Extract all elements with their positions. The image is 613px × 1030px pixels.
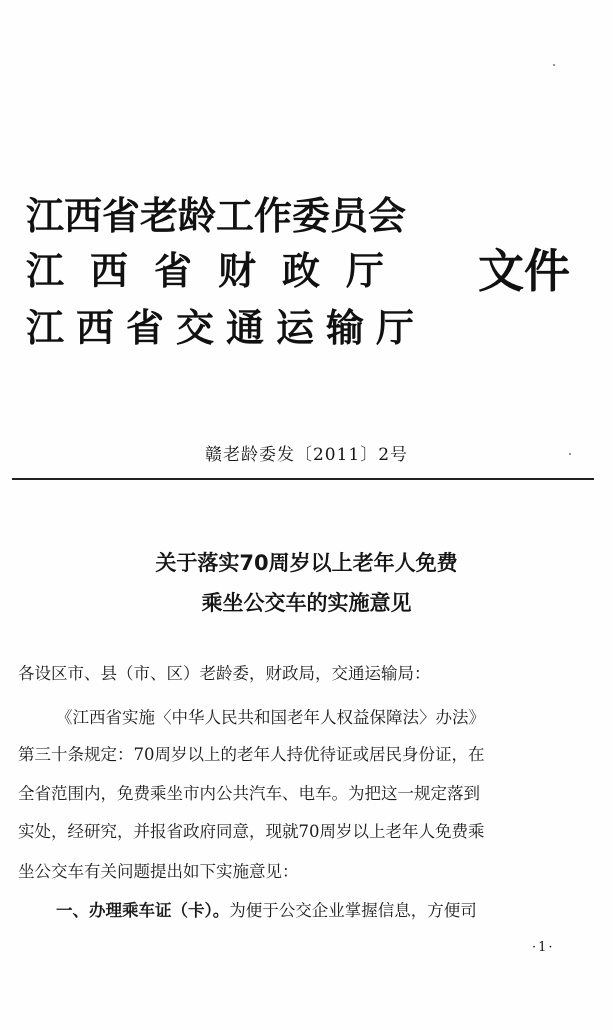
document-number: 赣老龄委发〔2011〕2号 [204,445,409,465]
page-number: ·1· [532,940,555,955]
header-divider [12,478,594,480]
issuer-line: 江西省交通运输厅 [26,306,427,350]
section-heading: 一、办理乘车证（卡）。 [56,901,230,920]
document-title-line: 关于落实70周岁以上老年人免费 [155,551,458,575]
body-text-line: 《江西省实施〈中华人民共和国老年人权益保障法〉办法》 [56,708,485,727]
document-label: 文件 [478,244,570,298]
body-text-line: 第三十条规定：70周岁以上的老年人持优待证或居民身份证，在 [18,745,485,764]
body-text-line: 实处，经研究，并报省政府同意，现就70周岁以上老年人免费乘 [18,822,485,841]
issuer-line: 江西省财政厅 [26,249,411,293]
section-line [56,897,477,925]
document-title-line: 乘坐公交车的实施意见 [201,591,412,615]
body-text-line: 全省范围内，免费乘坐市内公共汽车、电车。为把这一规定落到 [18,784,480,803]
issuer-line: 江西省老龄工作委员会 [26,194,407,238]
body-text-line: 坐公交车有关问题提出如下实施意见： [18,862,299,881]
section-text: 为便于公交企业掌握信息，方便司 [229,901,477,920]
scan-speck [553,64,555,66]
addressee: 各设区市、县（市、区）老龄委，财政局，交通运输局： [18,664,431,683]
